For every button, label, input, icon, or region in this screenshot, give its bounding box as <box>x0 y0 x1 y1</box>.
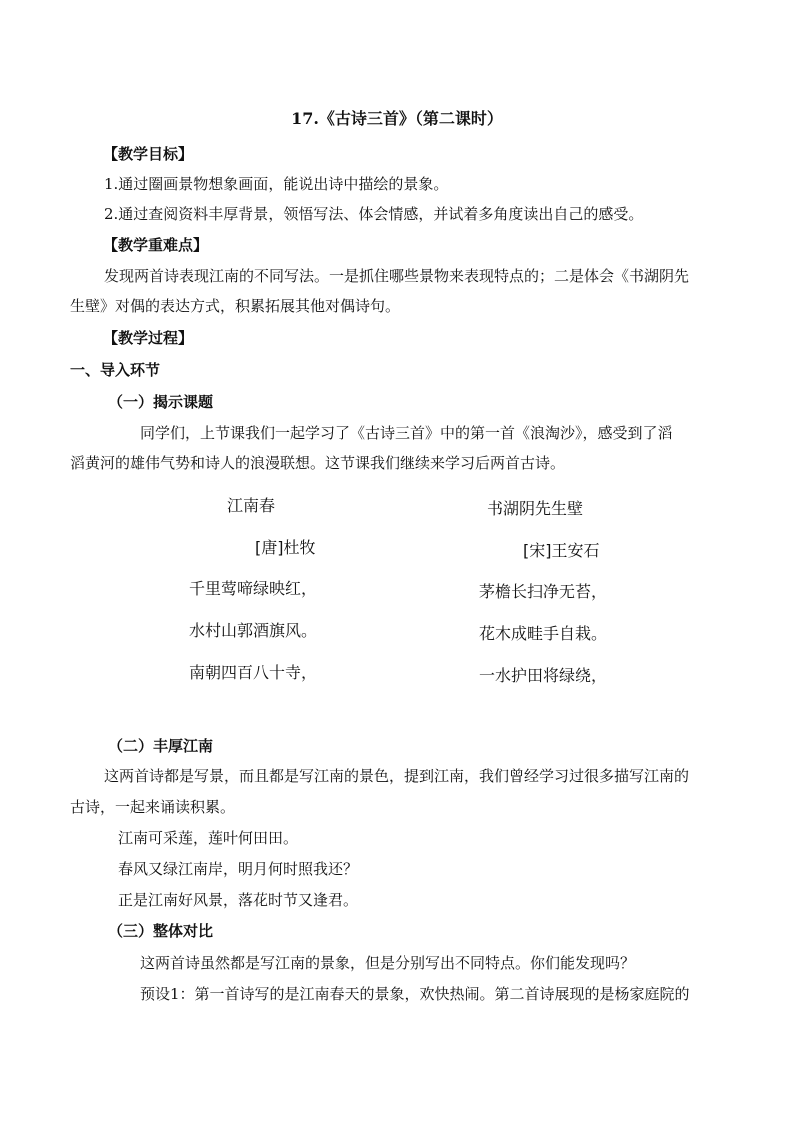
poem-2-title: 书湖阴先生壁 <box>487 499 584 518</box>
poem-1-title: 江南春 <box>227 496 276 515</box>
poem-1-author: [唐]杜牧 <box>255 538 316 557</box>
sub-1-line-1: 同学们，上节课我们一起学习了《古诗三首》中的第一首《浪淘沙》，感受到了滔 <box>140 424 673 442</box>
poem-1-line-3: 南朝四百八十寺， <box>189 663 318 682</box>
sub-2-line-2: 古诗，一起来诵读积累。 <box>70 798 236 816</box>
objectives-heading: 【教学目标】 <box>103 145 194 163</box>
poem-2-line-3: 一水护田将绿绕， <box>479 666 608 685</box>
poem-1-line-2: 水村山郭酒旗风。 <box>189 621 318 640</box>
objective-item-2: 2.通过查阅资料丰厚背景，领悟写法、体会情感，并试着多角度读出自己的感受。 <box>104 205 644 223</box>
poem-2-line-1: 茅檐长扫净无苔， <box>479 582 608 601</box>
poem-2-line-2: 花木成畦手自栽。 <box>479 624 608 643</box>
key-points-line-1: 发现两首诗表现江南的不同写法。一是抓住哪些景物来表现特点的；二是体会《书湖阴先 <box>104 267 690 285</box>
poem-2-author: [宋]王安石 <box>523 541 600 560</box>
sub-2-line-1: 这两首诗都是写景，而且都是写江南的景色，提到江南，我们曾经学习过很多描写江南的 <box>104 767 690 785</box>
objective-item-1: 1.通过圈画景物想象画面，能说出诗中描绘的景象。 <box>104 175 449 193</box>
sub-2-quote-3: 正是江南好风景，落花时节又逢君。 <box>118 891 359 909</box>
key-points-line-2: 生壁》对偶的表达方式，积累拓展其他对偶诗句。 <box>70 297 401 315</box>
sub-2-quote-1: 江南可采莲，莲叶何田田。 <box>118 829 299 847</box>
sub-1-heading: （一）揭示课题 <box>108 393 214 411</box>
section-1-heading: 一、导入环节 <box>70 361 161 379</box>
poem-1-line-1: 千里莺啼绿映红， <box>189 579 318 598</box>
sub-3-line-1: 这两首诗虽然都是写江南的景象，但是分别写出不同特点。你们能发现吗？ <box>140 954 636 972</box>
key-points-heading: 【教学重难点】 <box>103 236 209 254</box>
process-heading: 【教学过程】 <box>103 329 194 347</box>
page-title: 17.《古诗三首》（第二课时） <box>291 109 503 128</box>
sub-2-quote-2: 春风又绿江南岸，明月何时照我还？ <box>118 860 359 878</box>
sub-2-heading: （二）丰厚江南 <box>108 737 214 755</box>
sub-3-heading: （三）整体对比 <box>108 922 214 940</box>
sub-1-line-2: 滔黄河的雄伟气势和诗人的浪漫联想。这节课我们继续来学习后两首古诗。 <box>70 454 566 472</box>
sub-3-line-2: 预设1：第一首诗写的是江南春天的景象，欢快热闹。第二首诗展现的是杨家庭院的 <box>140 985 690 1003</box>
